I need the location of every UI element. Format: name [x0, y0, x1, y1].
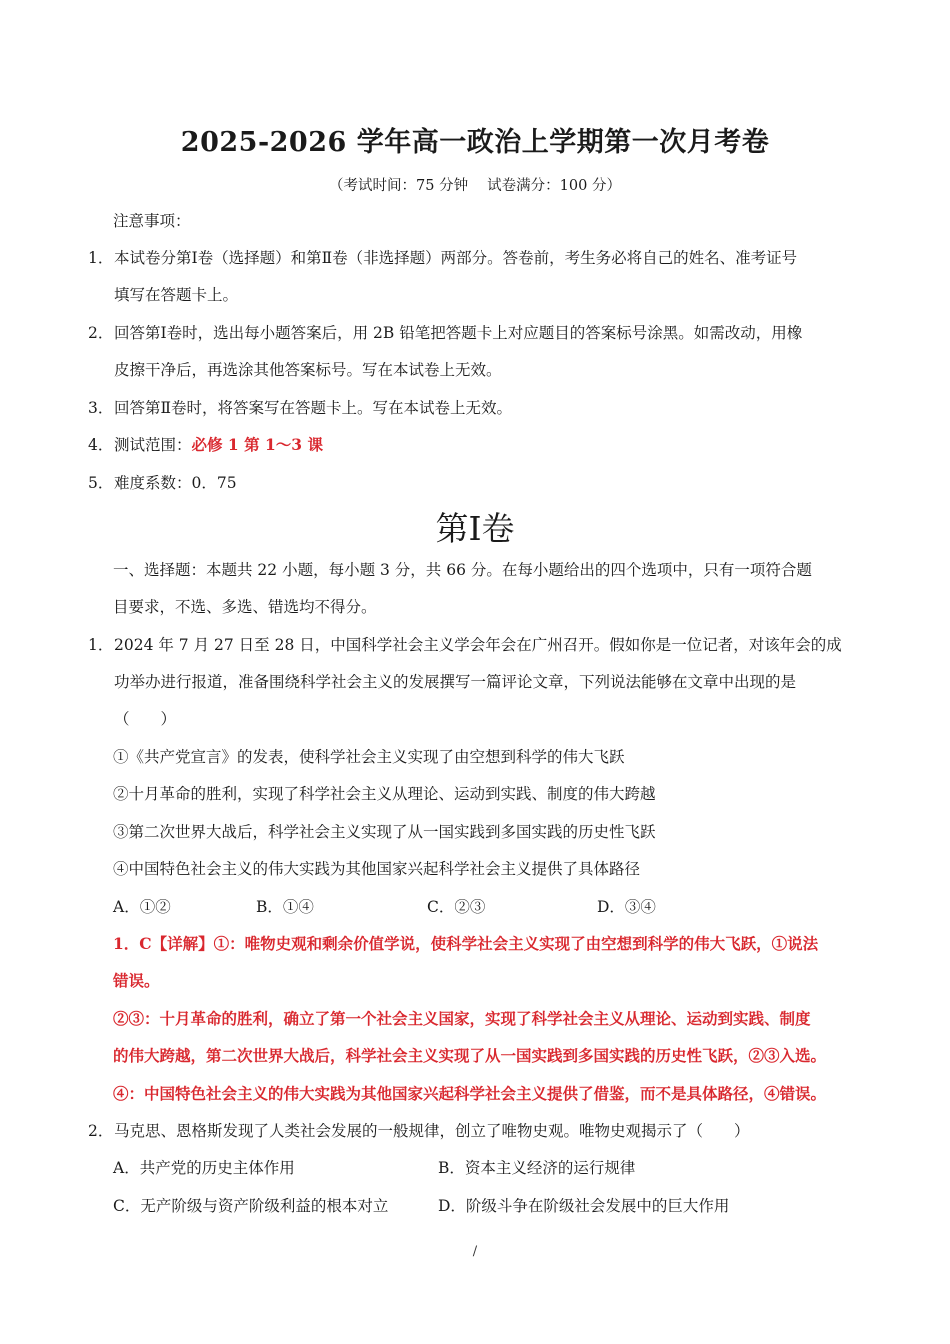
q2-option-b: B．资本主义经济的运行规律 [438, 1159, 636, 1177]
note-text: 测试范围： [114, 436, 192, 454]
question-number: 2． [88, 1122, 114, 1140]
note-text: 回答第Ⅱ卷时，将答案写在答题卡上。写在本试卷上无效。 [114, 399, 513, 417]
question-text: 2024 年 7 月 27 日至 28 日，中国科学社会主义学会年会在广州召开。假如你是一位记者，对该年会的成 [114, 636, 842, 654]
section-instructions: 一、选择题：本题共 22 小题，每小题 3 分，共 66 分。在每小题给出的四个选项中，只有一项符合题 [113, 561, 812, 579]
answer-1-line-3: ②③：十月革命的胜利，确立了第一个社会主义国家，实现了科学社会主义从理论、运动到实践、制度 [113, 1009, 811, 1028]
note-text: 难度系数：0．75 [114, 474, 237, 492]
answer-1-line-5: ④：中国特色社会主义的伟大实践为其他国家兴起科学社会主义提供了借鉴，而不是具体路径，④错误。 [113, 1084, 827, 1103]
test-scope-highlight: 必修 1 第 1～3 课 [191, 435, 323, 454]
option-c: C．②③ [427, 898, 486, 916]
answer-1-line-4: 的伟大跨越，第二次世界大战后，科学社会主义实现了从一国实践到多国实践的历史性飞跃，②③入选。 [113, 1046, 827, 1065]
note-number: 1． [88, 249, 114, 267]
note-number: 4． [88, 436, 114, 454]
note-number: 2． [88, 324, 114, 342]
note-number: 3． [88, 399, 114, 417]
note-item-3 [88, 397, 512, 419]
q2-option-c: C．无产阶级与资产阶级利益的根本对立 [113, 1197, 389, 1215]
exam-title: 2025-2026 学年高一政治上学期第一次月考卷 [180, 127, 770, 158]
note-item-1-cont: 填写在答题卡上。 [114, 286, 239, 304]
note-item-2-cont: 皮擦干净后，再选涂其他答案标号。写在本试卷上无效。 [114, 361, 502, 379]
section-title: 第Ⅰ卷 [435, 509, 515, 548]
q2-option-d: D．阶级斗争在阶级社会发展中的巨大作用 [438, 1197, 730, 1215]
statement-3: ③第二次世界大战后，科学社会主义实现了从一国实践到多国实践的历史性飞跃 [113, 823, 656, 841]
note-text: 本试卷分第Ⅰ卷（选择题）和第Ⅱ卷（非选择题）两部分。答卷前，考生务必将自己的姓名、准考证号 [114, 249, 798, 267]
question-1-blank: （ ） [114, 710, 177, 728]
answer-1-line-1: 1．C【详解】①：唯物史观和剩余价值学说，使科学社会主义实现了由空想到科学的伟大飞跃，①说法 [113, 934, 819, 953]
question-2-stem [88, 1120, 750, 1142]
statement-4: ④中国特色社会主义的伟大实践为其他国家兴起科学社会主义提供了具体路径 [113, 860, 641, 878]
question-1-stem-cont: 功举办进行报道，准备围绕科学社会主义的发展撰写一篇评论文章，下列说法能够在文章中出现的是 [114, 673, 797, 691]
statement-1: ①《共产党宣言》的发表，使科学社会主义实现了由空想到科学的伟大飞跃 [113, 748, 625, 766]
note-item-4 [88, 434, 323, 456]
option-d: D．③④ [597, 898, 656, 916]
question-number: 1． [88, 636, 114, 654]
question-1-stem [88, 634, 842, 656]
answer-1-line-2: 错误。 [113, 971, 160, 990]
note-text: 回答第Ⅰ卷时，选出每小题答案后，用 2B 铅笔把答题卡上对应题目的答案标号涂黑。如需改动，用橡 [114, 324, 803, 342]
notes-heading: 注意事项： [113, 212, 191, 230]
option-a: A．①② [113, 898, 171, 916]
question-text: 马克思、恩格斯发现了人类社会发展的一般规律，创立了唯物史观。唯物史观揭示了（ ） [114, 1122, 750, 1140]
note-item-5 [88, 472, 237, 494]
statement-2: ②十月革命的胜利，实现了科学社会主义从理论、运动到实践、制度的伟大跨越 [113, 785, 656, 803]
note-item-2 [88, 322, 802, 344]
option-b: B．①④ [256, 898, 314, 916]
section-instructions-cont: 目要求，不选、多选、错选均不得分。 [113, 598, 377, 616]
note-number: 5． [88, 474, 114, 492]
page-footer: / [472, 1244, 478, 1259]
q2-option-a: A．共产党的历史主体作用 [113, 1159, 295, 1177]
exam-subtitle: （考试时间：75 分钟 试卷满分：100 分） [329, 178, 621, 194]
note-item-1 [88, 247, 797, 269]
